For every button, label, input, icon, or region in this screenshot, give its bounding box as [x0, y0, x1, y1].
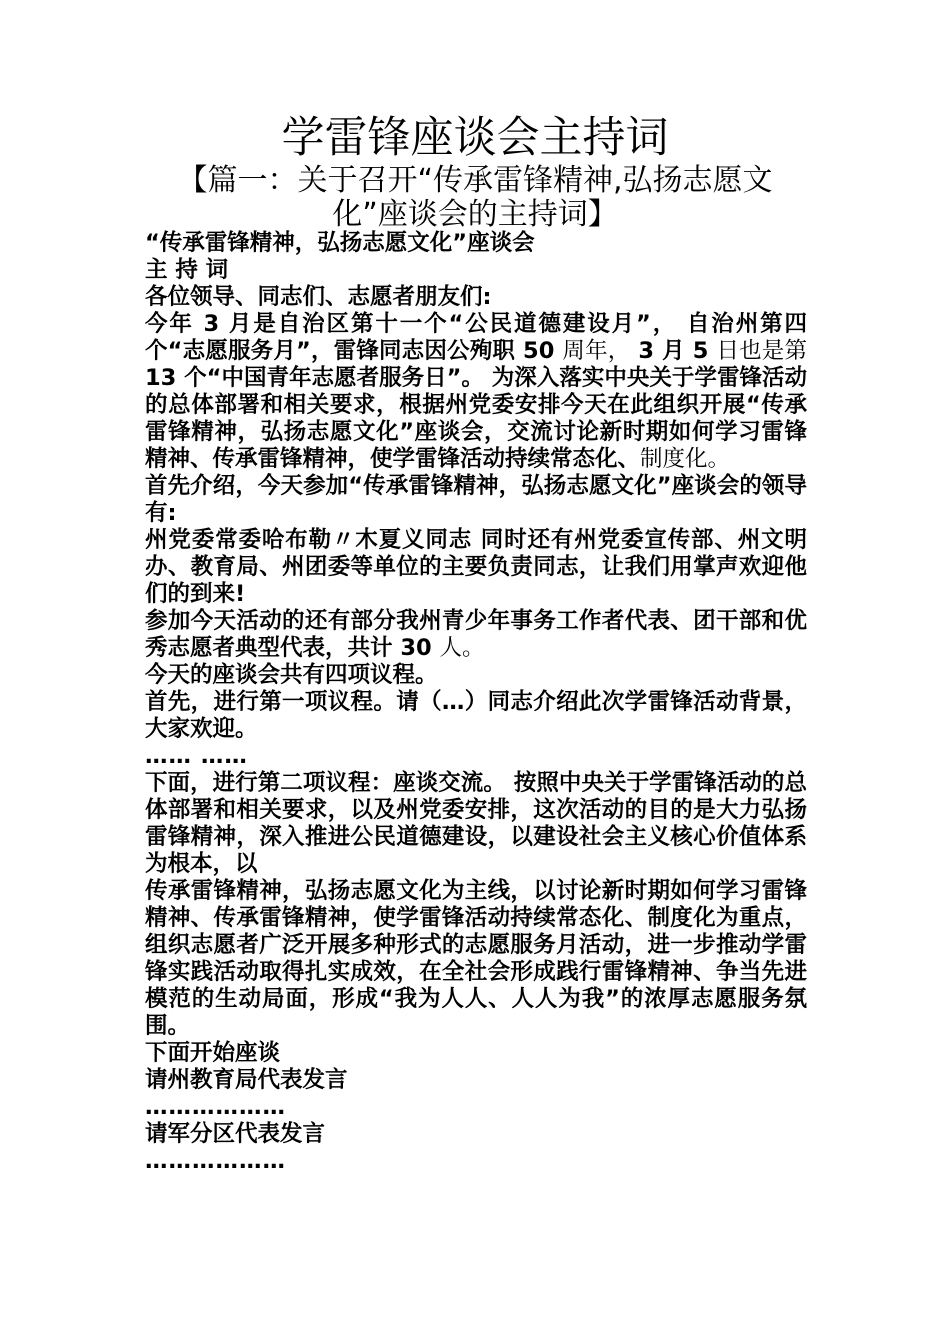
paragraph-text: “传承雷锋精神，弘扬志愿文化”座谈会: [145, 230, 535, 256]
paragraph-p7: [145, 608, 807, 662]
paragraph-text: 首先，进行第一项议程。请（…）同志介绍此次学雷锋活动背景，大家欢迎。: [145, 689, 807, 742]
paragraph-text: ………………: [145, 1094, 286, 1120]
paragraph-p15: [145, 1094, 807, 1121]
paragraph-text: 各位领导、同志们、志愿者朋友们:: [145, 284, 492, 310]
paragraph-text: 周年，: [562, 338, 631, 364]
paragraph-text: 人。: [439, 635, 485, 661]
paragraph-p3: [145, 284, 807, 311]
paragraph-p6: [145, 527, 807, 608]
paragraph-p1: [145, 230, 807, 257]
paragraph-text: 下面开始座谈: [145, 1040, 281, 1066]
paragraph-p14: [145, 1067, 807, 1094]
paragraph-p2: [145, 257, 807, 284]
paragraph-text: 首先介绍，今天参加“传承雷锋精神，弘扬志愿文化”座谈会的领导有:: [145, 473, 807, 526]
paragraph-text: 3 月 5: [630, 338, 717, 364]
paragraph-text: 制度化。: [640, 446, 731, 472]
paragraph-text: 今年 3 月是自治区第十一个“公民道德建设月”， 自治州第四个“志愿服务月”，雷锋同志因公殉职 50: [145, 311, 807, 364]
paragraph-p8: [145, 662, 807, 689]
paragraph-text: 州党委常委哈布勒〃木夏义同志 同时还有州党委宣传部、州文明办、教育局、州团委等单位的主要负责同志，让我们用掌声欢迎他们的到来!: [145, 527, 807, 607]
paragraph-text: 13 个“中国青年志愿者服务日”。 为深入落实中央关于学雷锋活动的总体部署和相关要求，根据州党委安排今天在此组织开展“传承雷锋精神，弘扬志愿文化”座谈会，交流讨论新时期如何学习雷锋精神、传承雷锋精神，使学雷锋活动持续常态化、: [145, 365, 807, 472]
paragraph-p10: [145, 743, 807, 770]
paragraph-p13: [145, 1040, 807, 1067]
paragraph-text: 下面，进行第二项议程：座谈交流。 按照中央关于学雷锋活动的总体部署和相关要求，以及州党委安排，这次活动的目的是大力弘扬雷锋精神，深入推进公民道德建设，以建设社会主义核心价值体系为根本，以: [145, 770, 807, 877]
paragraph-text: ………………: [145, 1148, 286, 1174]
paragraph-text: …… ……: [145, 743, 248, 769]
paragraph-text: 请州教育局代表发言: [145, 1067, 348, 1093]
paragraph-text: 主 持 词: [145, 257, 229, 283]
paragraph-p17: [145, 1148, 807, 1175]
paragraph-p5: [145, 473, 807, 527]
paragraph-p12: [145, 878, 807, 1040]
paragraph-text: 请军分区代表发言: [145, 1121, 326, 1147]
document-title: 学雷锋座谈会主持词: [281, 113, 669, 163]
paragraph-p16: [145, 1121, 807, 1148]
paragraph-text: 传承雷锋精神，弘扬志愿文化为主线，以讨论新时期如何学习雷锋精神、传承雷锋精神，使学雷锋活动持续常态化、制度化为重点，组织志愿者广泛开展多种形式的志愿服务月活动，进一步推动学雷锋实践活动取得扎实成效，在全社会形成践行雷锋精神、争当先进模范的生动局面，形成“我为人人、人人为我”的浓厚志愿服务氛围。: [145, 878, 807, 1039]
paragraph-p4: [145, 311, 807, 473]
paragraph-text: 日也是第: [716, 338, 807, 364]
paragraph-text: 今天的座谈会共有四项议程。: [145, 662, 438, 688]
paragraph-p11: [145, 770, 807, 878]
document-subtitle: 【篇一：关于召开“传承雷锋精神,弘扬志愿文化”座谈会的主持词】: [177, 163, 773, 232]
paragraph-text: 参加今天活动的还有部分我州青少年事务工作者代表、团干部和优秀志愿者典型代表，共计 30: [145, 608, 807, 661]
paragraph-p9: [145, 689, 807, 743]
document-body: [145, 230, 807, 1175]
